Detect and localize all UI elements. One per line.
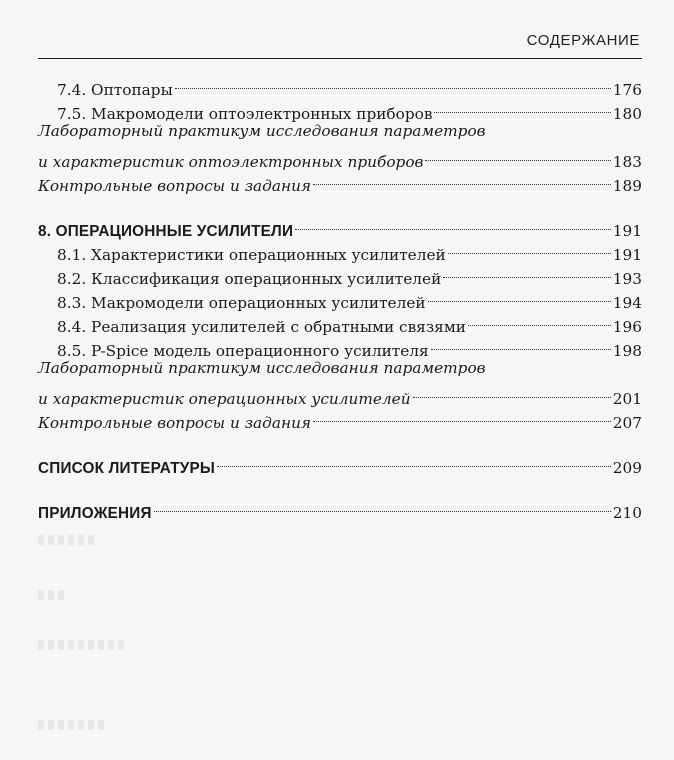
toc-entry-lab8[interactable]	[38, 380, 642, 408]
toc-entry-title: 8.2. Классификация операционных усилителей	[57, 270, 442, 288]
toc-page-number: 196	[612, 318, 642, 336]
toc-page-number: 209	[612, 459, 642, 477]
dot-leader	[154, 494, 611, 518]
dot-leader	[175, 71, 611, 95]
toc-page-number: 176	[612, 81, 642, 99]
show-through-mark	[38, 535, 98, 545]
toc-entry-lab8-line1[interactable]	[38, 356, 642, 380]
toc-entry-appendices[interactable]	[38, 494, 642, 522]
toc-entry-title: Контрольные вопросы и задания	[38, 177, 312, 195]
toc-entry-title: 8.3. Макромодели операционных усилителей	[57, 294, 426, 312]
dot-leader	[217, 449, 611, 473]
running-header-title: СОДЕРЖАНИЕ	[526, 32, 640, 49]
toc-entry-7-4[interactable]	[38, 71, 642, 99]
dot-leader	[425, 143, 610, 167]
toc-entry-lab7-line1[interactable]	[38, 119, 642, 143]
dot-leader	[443, 260, 611, 284]
toc-page-number: 207	[612, 414, 642, 432]
header-rule	[38, 58, 642, 59]
show-through-mark	[38, 590, 68, 600]
toc-page-number: 210	[612, 504, 642, 522]
toc-entry-title: 7.4. Оптопары	[57, 81, 173, 99]
toc-entry-title: и характеристик оптоэлектронных приборов	[38, 153, 424, 171]
dot-leader	[468, 308, 611, 332]
toc-entry-title: 8.5. P-Spice модель операционного усилителя	[57, 342, 429, 360]
toc-entry-title: и характеристик операционных усилителей	[38, 390, 411, 408]
show-through-mark	[38, 640, 128, 650]
toc-chapter-title: СПИСОК ЛИТЕРАТУРЫ	[38, 460, 216, 477]
toc-entry-title: 8.1. Характеристики операционных усилителей	[57, 246, 446, 264]
toc-page-number: 191	[612, 222, 642, 240]
toc-page-number: 180	[612, 105, 642, 123]
toc-page-number: 198	[612, 342, 642, 360]
toc-entry-title: 8.4. Реализация усилителей с обратными связями	[57, 318, 466, 336]
toc-entry-references[interactable]	[38, 449, 642, 477]
dot-leader	[434, 95, 610, 119]
toc-page-number: 189	[612, 177, 642, 195]
toc-page-number: 191	[612, 246, 642, 264]
dot-leader	[448, 236, 611, 260]
dot-leader	[313, 404, 611, 428]
toc-entry-title: Лабораторный практикум исследования параметров	[38, 122, 486, 140]
toc-chapter-title: ПРИЛОЖЕНИЯ	[38, 505, 152, 522]
toc-page-number: 194	[612, 294, 642, 312]
toc-entry-lab7[interactable]	[38, 143, 642, 171]
toc-page-number: 201	[612, 390, 642, 408]
toc-chapter-title: 8. ОПЕРАЦИОННЫЕ УСИЛИТЕЛИ	[38, 223, 294, 240]
dot-leader	[295, 212, 611, 236]
toc-entry-title: Лабораторный практикум исследования параметров	[38, 359, 486, 377]
toc-entry-title: 7.5. Макромодели оптоэлектронных приборов	[57, 105, 433, 123]
dot-leader	[428, 284, 611, 308]
toc-page-number: 183	[612, 153, 642, 171]
table-of-contents	[38, 71, 642, 522]
dot-leader	[431, 332, 611, 356]
dot-leader	[313, 167, 611, 191]
toc-page-number: 193	[612, 270, 642, 288]
toc-entry-title: Контрольные вопросы и задания	[38, 414, 312, 432]
show-through-mark	[38, 720, 108, 730]
dot-leader	[413, 380, 611, 404]
toc-entry-chapter-8[interactable]	[38, 212, 642, 240]
